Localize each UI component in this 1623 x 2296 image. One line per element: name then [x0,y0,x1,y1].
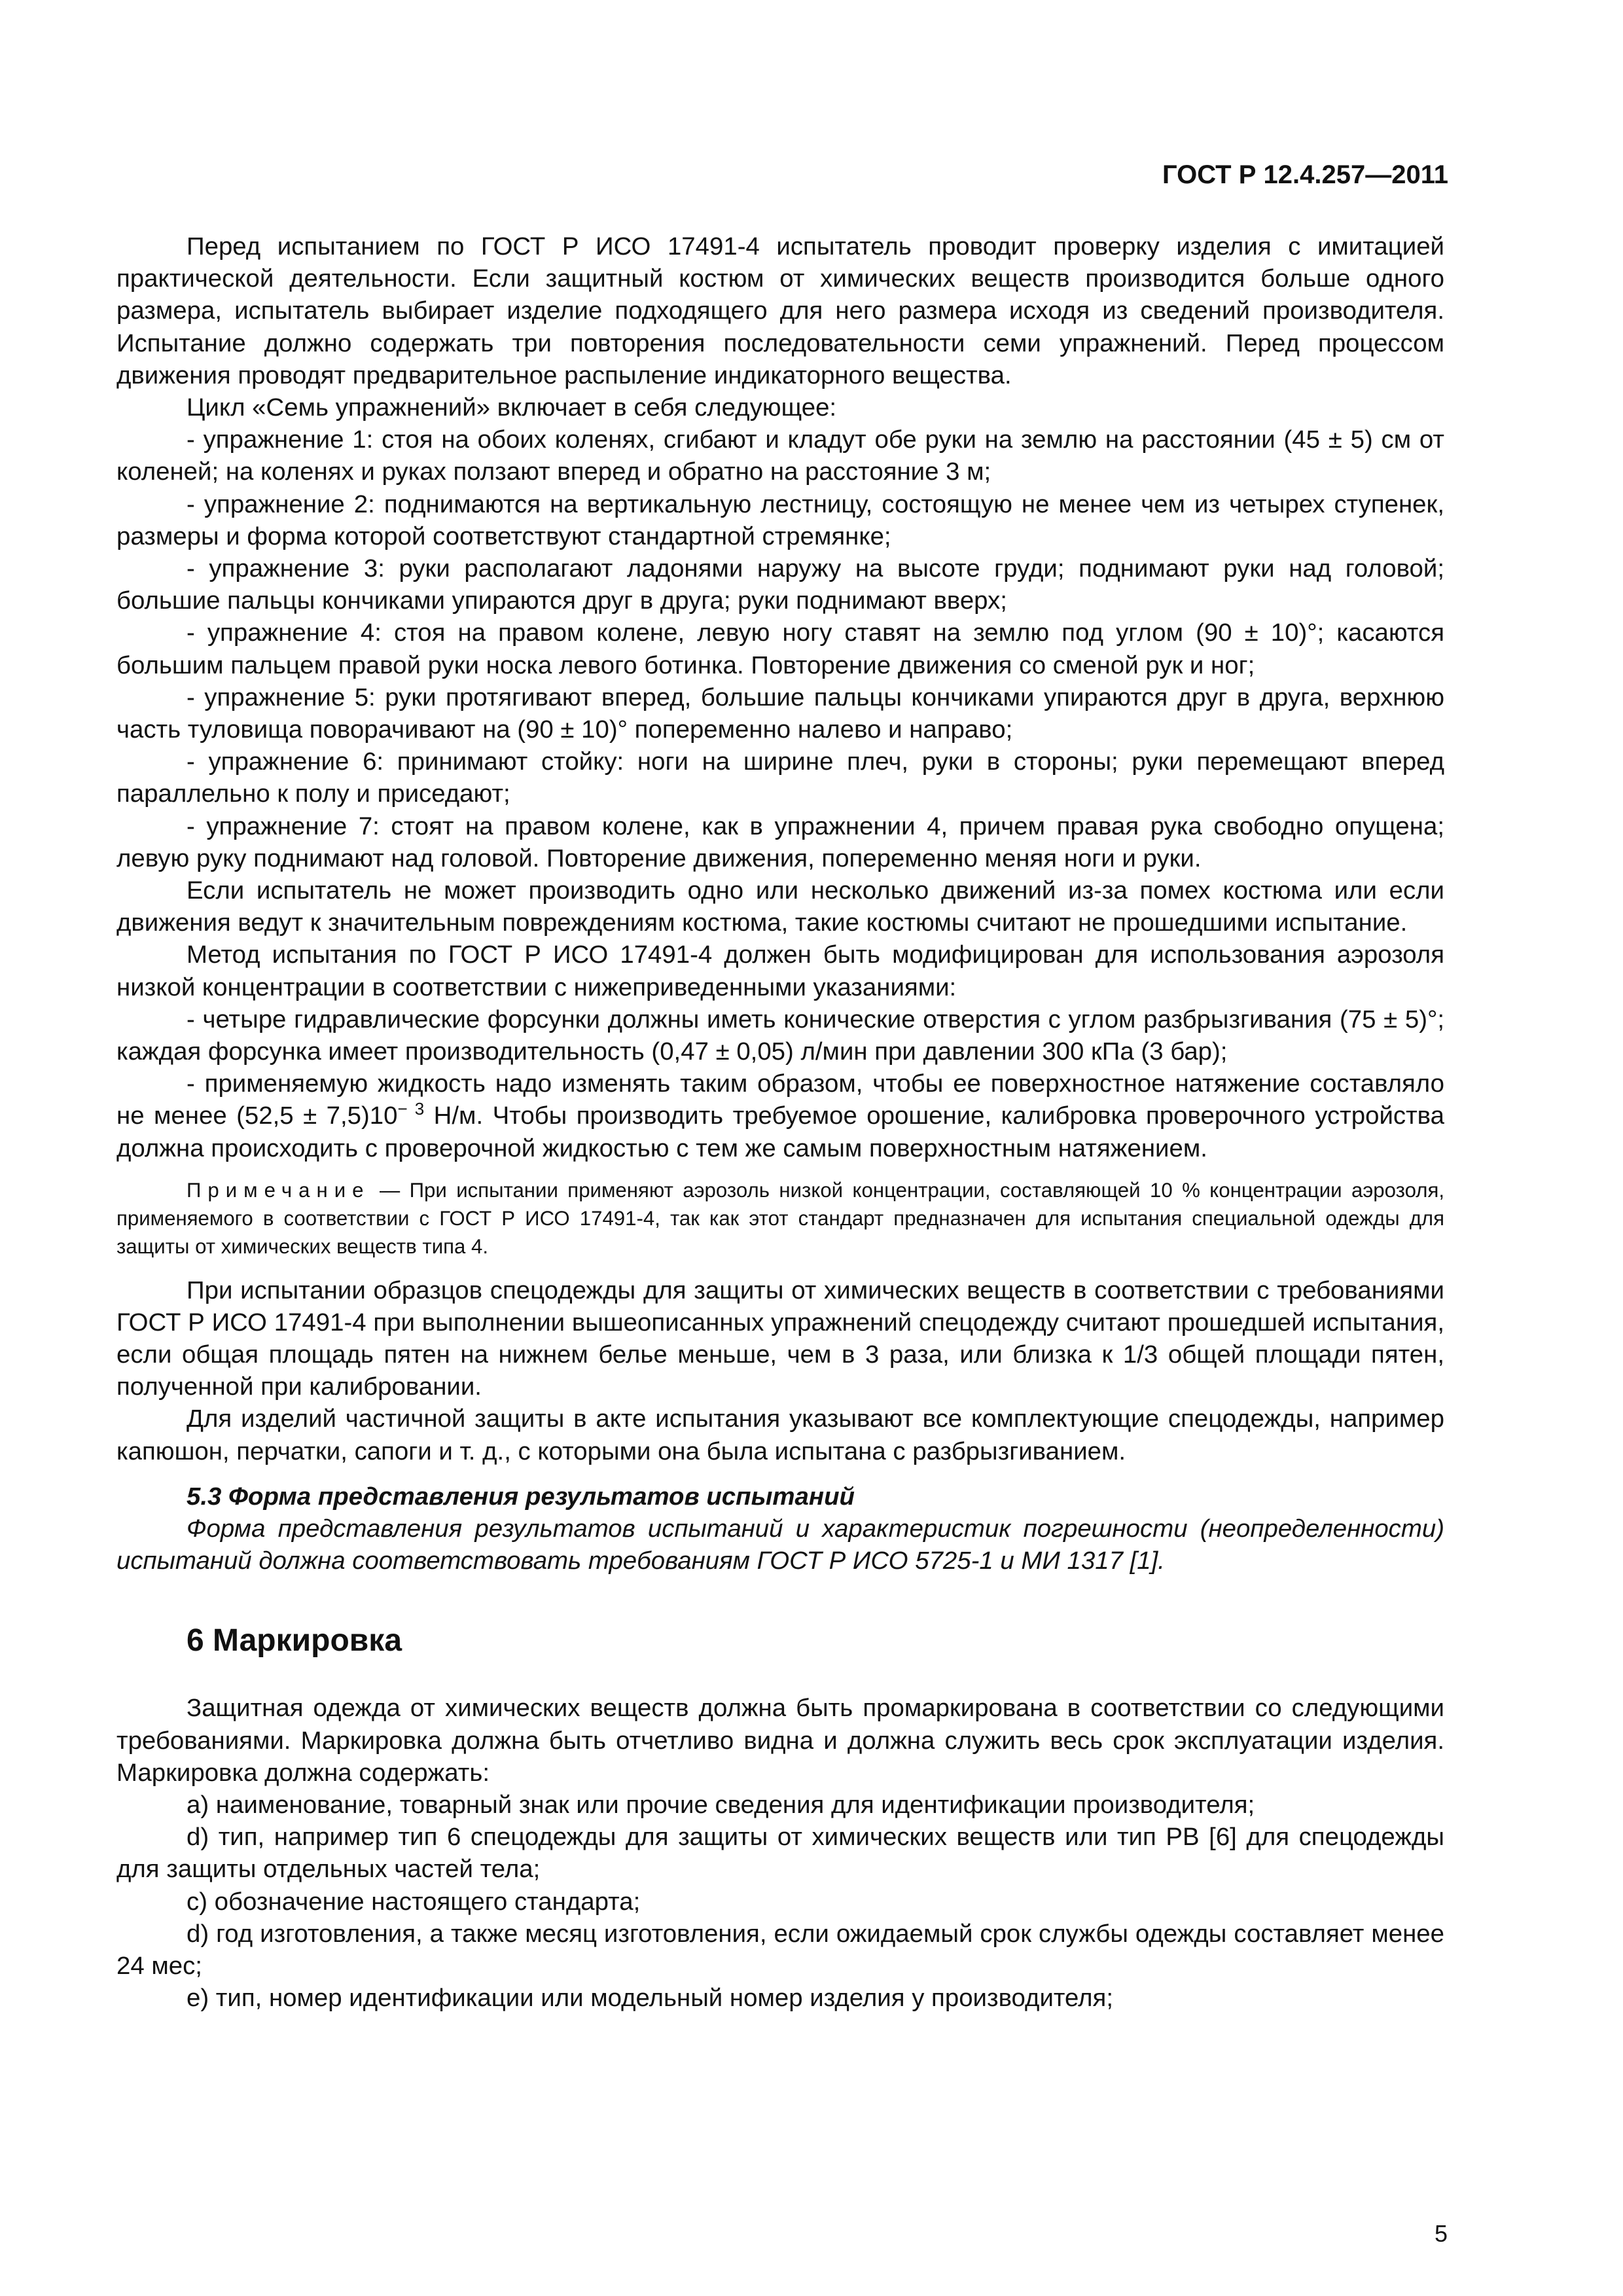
text-run: Н/м. Чтобы производить требуемое орошение, калибровка проверочного устройства должна происходить с проверочной жидкостью с тем же самым поверхностным натяжением. [116,1102,1444,1162]
list-item: d) год изготовления, а также месяц изготовления, если ожидаемый срок службы одежды составляет менее 24 мес; [116,1919,1444,1980]
subsection-heading: 5.3 Форма представления результатов испытаний [187,1482,855,1511]
paragraph: Форма представления результатов испытаний и характеристик погрешности (неопределенности) испытаний должна соответствовать требованиям ГОСТ Р ИСО 5725-1 и МИ 1317 [1]. [116,1514,1444,1575]
list-item: - четыре гидравлические форсунки должны иметь конические отверстия с углом разбрызгивания (75 ± 5)°; каждая форсунка имеет производительность (0,47 ± 0,05) л/мин при давлении 300 кПа (3 бар); [116,1005,1444,1066]
list-item [116,1067,1444,1164]
list-item: d) тип, например тип 6 спецодежды для защиты от химических веществ или тип PB [6] для спецодежды для защиты отдельных частей тела; [116,1823,1444,1884]
list-item: - упражнение 7: стоят на правом колене, как в упражнении 4, причем правая рука свободно опущена; левую руку поднимают над головой. Повторение движения, попеременно меняя ноги и руки. [116,812,1444,872]
paragraph: Если испытатель не может производить одно или несколько движений из-за помех костюма или если движения ведут к значительным повреждениям костюма, такие костюмы считают не прошедшими испытание. [116,876,1444,937]
list-item: - упражнение 3: руки располагают ладонями наружу на высоте груди; поднимают руки над головой; большие пальцы кончиками упираются друг в друга; руки поднимают вверх; [116,554,1444,615]
paragraph: Для изделий частичной защиты в акте испытания указывают все комплектующие спецодежды, например капюшон, перчатки, сапоги и т. д., с которыми она была испытана с разбрызгиванием. [116,1405,1444,1465]
note-label: Примечание [187,1178,370,1202]
text-run: - применяемую жидкость надо изменять таким образом, чтобы ее поверхностное натяжение составляло не менее (52,5 ± 7,5)10 [116,1069,1444,1130]
list-item: - упражнение 2: поднимаются на вертикальную лестницу, состоящую не менее чем из четырех ступенек, размеры и форма которой соответствуют стандартной стремянке; [116,490,1444,550]
list-item: e) тип, номер идентификации или модельный номер изделия у производителя; [187,1984,1113,2013]
paragraph: Цикл «Семь упражнений» включает в себя следующее: [187,393,837,422]
list-item: - упражнение 6: принимают стойку: ноги на ширине плеч, руки в стороны; руки перемещают вперед параллельно к полу и приседают; [116,747,1444,808]
page-body [116,230,1444,2014]
list-item: - упражнение 4: стоя на правом колене, левую ногу ставят на землю под углом (90 ± 10)°; касаются большим пальцем правой руки носка левого ботинка. Повторение движения со сменой рук и ног; [116,619,1444,679]
note-text: — При испытании применяют аэрозоль низкой концентрации, составляющей 10 % концентрации аэрозоля, применяемого в соответствии с ГОСТ Р ИСО 17491-4, так как этот стандарт предназначен для испытания специальной одежды для защиты от химических веществ типа 4. [116,1178,1444,1259]
list-item: a) наименование, товарный знак или прочие сведения для идентификации производителя; [187,1790,1255,1819]
list-item: - упражнение 1: стоя на обоих коленях, сгибают и кладут обе руки на землю на расстоянии (45 ± 5) см от коленей; на коленях и руках ползают вперед и обратно на расстояние 3 м; [116,425,1444,486]
page-number: 5 [1434,2220,1448,2247]
list-item: c) обозначение настоящего стандарта; [187,1887,641,1916]
superscript: − 3 [397,1099,425,1119]
note [116,1176,1444,1261]
paragraph: Метод испытания по ГОСТ Р ИСО 17491-4 должен быть модифицирован для использования аэрозоля низкой концентрации в соответствии с нижеприведенными указаниями: [116,941,1444,1001]
paragraph: Защитная одежда от химических веществ должна быть промаркирована в соответствии со следующими требованиями. Маркировка должна быть отчетливо видна и должна служить весь срок эксплуатации изделия. Маркировка должна содержать: [116,1694,1444,1787]
paragraph: Перед испытанием по ГОСТ Р ИСО 17491-4 испытатель проводит проверку изделия с имитацией практической деятельности. Если защитный костюм от химических веществ производится больше одного размера, испытатель выбирает изделие подходящего для него размера исходя из сведений производителя. Испытание должно содержать три повторения последовательности семи упражнений. Перед процессом движения проводят предварительное распыление индикаторного вещества. [116,232,1444,389]
paragraph: При испытании образцов спецодежды для защиты от химических веществ в соответствии с требованиями ГОСТ Р ИСО 17491-4 при выполнении вышеописанных упражнений спецодежду считают прошедшей испытания, если общая площадь пятен на нижнем белье меньше, чем в 3 раза, или близка к 1/3 общей площади пятен, полученной при калибровании. [116,1276,1444,1401]
page-header-standard-id: ГОСТ Р 12.4.257—2011 [1162,160,1448,189]
list-item: - упражнение 5: руки протягивают вперед, большие пальцы кончиками упираются друг в друга, верхнюю часть туловища поворачивают на (90 ± 10)° попеременно налево и направо; [116,683,1444,744]
section-heading: 6 Маркировка [187,1623,402,1659]
